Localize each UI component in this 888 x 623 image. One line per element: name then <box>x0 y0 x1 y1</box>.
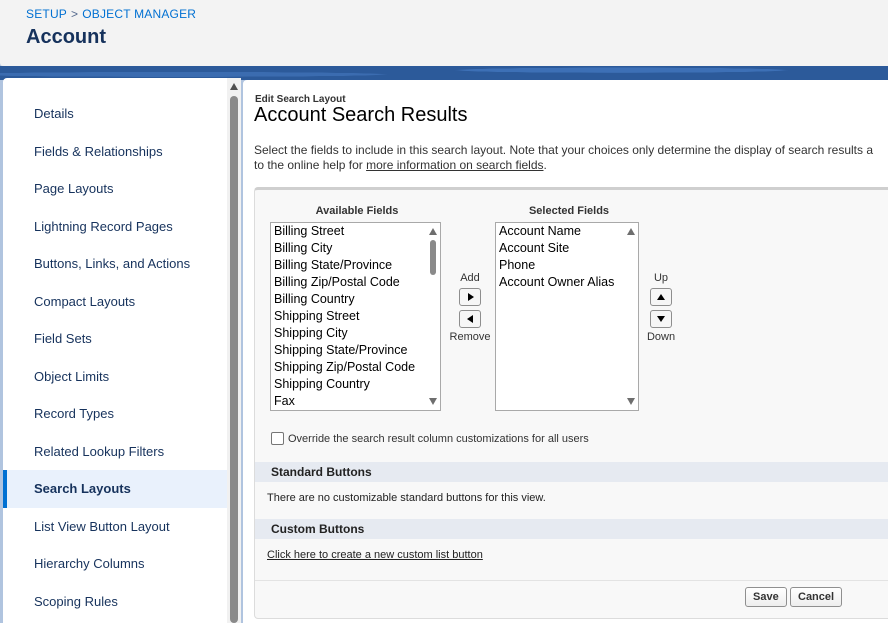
list-item[interactable]: Billing Street <box>274 224 345 238</box>
list-item[interactable]: Shipping City <box>274 326 348 340</box>
scroll-down-arrow-icon[interactable] <box>429 398 437 405</box>
scroll-up-arrow-icon[interactable] <box>429 228 437 235</box>
search-fields-help-link[interactable]: more information on search fields <box>366 157 544 172</box>
list-item[interactable]: Phone <box>499 258 536 272</box>
arrow-up-icon <box>657 294 665 300</box>
list-item[interactable]: Account Site <box>499 241 570 255</box>
intro-text <box>254 143 873 172</box>
selected-list-scrollbar[interactable] <box>624 223 638 410</box>
arrow-right-icon <box>468 293 474 301</box>
page-header <box>0 0 888 67</box>
sidebar-item-related-lookup-filters[interactable]: Related Lookup Filters <box>34 443 165 459</box>
sidebar-item-fields-relationships[interactable]: Fields & Relationships <box>34 143 163 159</box>
cancel-button[interactable]: Cancel <box>790 587 842 607</box>
sidebar-item-hierarchy-columns[interactable]: Hierarchy Columns <box>34 556 145 571</box>
sidebar-item-lightning-record-pages[interactable]: Lightning Record Pages <box>34 218 173 234</box>
list-item[interactable]: Billing Country <box>274 292 355 306</box>
sidebar-item-object-limits[interactable]: Object Limits <box>34 368 110 384</box>
selected-fields-heading: Selected Fields <box>528 205 610 217</box>
list-item[interactable]: Billing State/Province <box>274 258 393 272</box>
available-list-scrollbar[interactable] <box>426 223 440 410</box>
sidebar-item-field-sets[interactable]: Field Sets <box>34 331 92 346</box>
move-up-button[interactable] <box>650 288 672 306</box>
sidebar-item-scoping-rules[interactable]: Scoping Rules <box>34 593 118 609</box>
sidebar-item-details[interactable]: Details <box>34 106 74 121</box>
add-label: Add <box>460 272 480 284</box>
override-option <box>271 432 589 445</box>
standard-buttons-heading: Standard Buttons <box>255 462 888 482</box>
sidebar-scroll-thumb[interactable] <box>230 96 238 623</box>
list-item[interactable]: Billing City <box>274 241 333 255</box>
sidebar-scrollbar[interactable] <box>227 78 241 623</box>
sidebar <box>3 78 241 623</box>
standard-buttons-text: There are no customizable standard buttons for this view. <box>267 492 546 504</box>
button-divider <box>255 580 888 581</box>
sidebar-nav <box>3 78 227 620</box>
arrow-left-icon <box>467 315 473 323</box>
available-fields-list[interactable] <box>270 222 441 411</box>
intro-prefix: to the online help for <box>254 157 367 172</box>
edit-search-layout-label: Edit Search Layout <box>255 94 346 105</box>
available-fields-heading: Available Fields <box>315 205 399 217</box>
scroll-up-arrow-icon[interactable] <box>230 83 238 90</box>
breadcrumb-setup[interactable]: SETUP <box>26 7 68 21</box>
add-button[interactable] <box>459 288 481 306</box>
selected-fields-list[interactable] <box>495 222 639 411</box>
up-label: Up <box>653 272 669 284</box>
create-custom-list-button-link[interactable]: Click here to create a new custom list button <box>267 549 483 561</box>
down-label: Down <box>646 331 676 343</box>
arrow-down-icon <box>657 316 665 322</box>
override-label: Override the search result column customizations for all users <box>288 432 589 445</box>
available-list-scroll-thumb[interactable] <box>430 240 436 275</box>
list-item[interactable]: Account Owner Alias <box>499 275 615 289</box>
remove-button[interactable] <box>459 310 481 328</box>
scroll-up-arrow-icon[interactable] <box>627 228 635 235</box>
sidebar-item-list-view-button-layout[interactable]: List View Button Layout <box>34 518 170 534</box>
list-item[interactable]: Shipping Street <box>274 309 360 323</box>
page-title: Account <box>26 26 106 48</box>
search-layout-panel <box>254 187 888 619</box>
intro-suffix: . <box>543 157 547 172</box>
sidebar-item-page-layouts[interactable]: Page Layouts <box>34 181 114 196</box>
main-content <box>243 80 888 623</box>
scroll-down-arrow-icon[interactable] <box>627 398 635 405</box>
list-item[interactable]: Shipping Country <box>274 377 370 391</box>
sidebar-item-buttons-links-actions[interactable]: Buttons, Links, and Actions <box>34 256 191 271</box>
breadcrumb-object-manager[interactable]: OBJECT MANAGER <box>82 7 197 21</box>
override-checkbox[interactable] <box>271 432 284 445</box>
intro-line-2 <box>254 158 873 173</box>
save-button[interactable]: Save <box>745 587 787 607</box>
list-item[interactable]: Shipping Zip/Postal Code <box>274 360 416 374</box>
sidebar-item-search-layouts[interactable]: Search Layouts <box>3 470 227 508</box>
list-item[interactable]: Account Name <box>499 224 581 238</box>
sidebar-item-record-types[interactable]: Record Types <box>34 406 114 421</box>
intro-line-1: Select the fields to include in this search layout. Note that your choices only determine the display of search results a <box>254 143 873 157</box>
list-item[interactable]: Shipping State/Province <box>274 343 408 357</box>
custom-buttons-heading: Custom Buttons <box>255 519 888 539</box>
sidebar-item-compact-layouts[interactable]: Compact Layouts <box>34 293 136 309</box>
move-down-button[interactable] <box>650 310 672 328</box>
breadcrumb-separator: > <box>71 7 79 21</box>
section-title: Account Search Results <box>254 104 468 126</box>
breadcrumb <box>26 7 196 21</box>
remove-label: Remove <box>449 331 491 343</box>
list-item[interactable]: Billing Zip/Postal Code <box>274 275 400 289</box>
list-item[interactable]: Fax <box>274 394 295 408</box>
